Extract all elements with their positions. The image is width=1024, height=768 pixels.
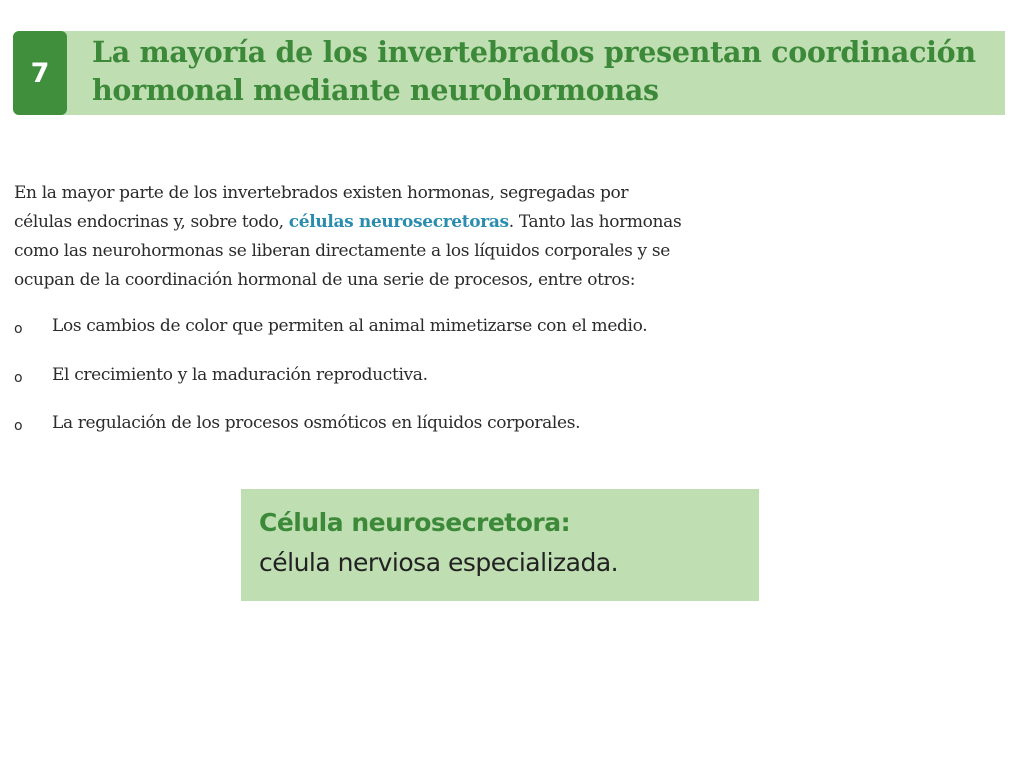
definition-text: célula nerviosa especializada. (259, 548, 619, 577)
process-list (14, 312, 794, 458)
section-header (13, 31, 1005, 115)
definition-box (241, 489, 759, 601)
intro-line-4: ocupan de la coordinación hormonal de una serie de procesos, entre otros: (14, 270, 636, 290)
section-title (92, 33, 1004, 109)
section-title-line-2: hormonal mediante neurohormonas (92, 73, 659, 107)
list-item-text: La regulación de los procesos osmóticos en líquidos corporales. (52, 413, 581, 433)
section-title-line-1: La mayoría de los invertebrados presentan coordinación (92, 35, 976, 69)
intro-line-1: En la mayor parte de los invertebrados existen hormonas, segregadas por (14, 183, 629, 203)
bullet-circle-icon: o (14, 369, 23, 386)
neurosecretory-cells-term: células neurosecretoras (288, 212, 509, 232)
intro-paragraph (14, 179, 794, 295)
intro-line-2-start: células endocrinas y, sobre todo, (14, 212, 289, 232)
intro-line-2-end: . Tanto las hormonas (508, 212, 682, 232)
intro-line-2 (14, 208, 794, 237)
list-item-text: Los cambios de color que permiten al animal mimetizarse con el medio. (52, 316, 648, 336)
bullet-circle-icon: o (14, 321, 23, 337)
section-number-badge: 7 (13, 31, 67, 115)
list-item (14, 312, 794, 361)
intro-line-3: como las neurohormonas se liberan directamente a los líquidos corporales y se (14, 241, 670, 261)
list-item (14, 409, 794, 458)
list-item (14, 361, 794, 410)
list-item-text: El crecimiento y la maduración reproductiva. (52, 364, 428, 385)
definition-term: Célula neurosecretora: (259, 508, 571, 537)
bullet-circle-icon: o (14, 418, 23, 434)
